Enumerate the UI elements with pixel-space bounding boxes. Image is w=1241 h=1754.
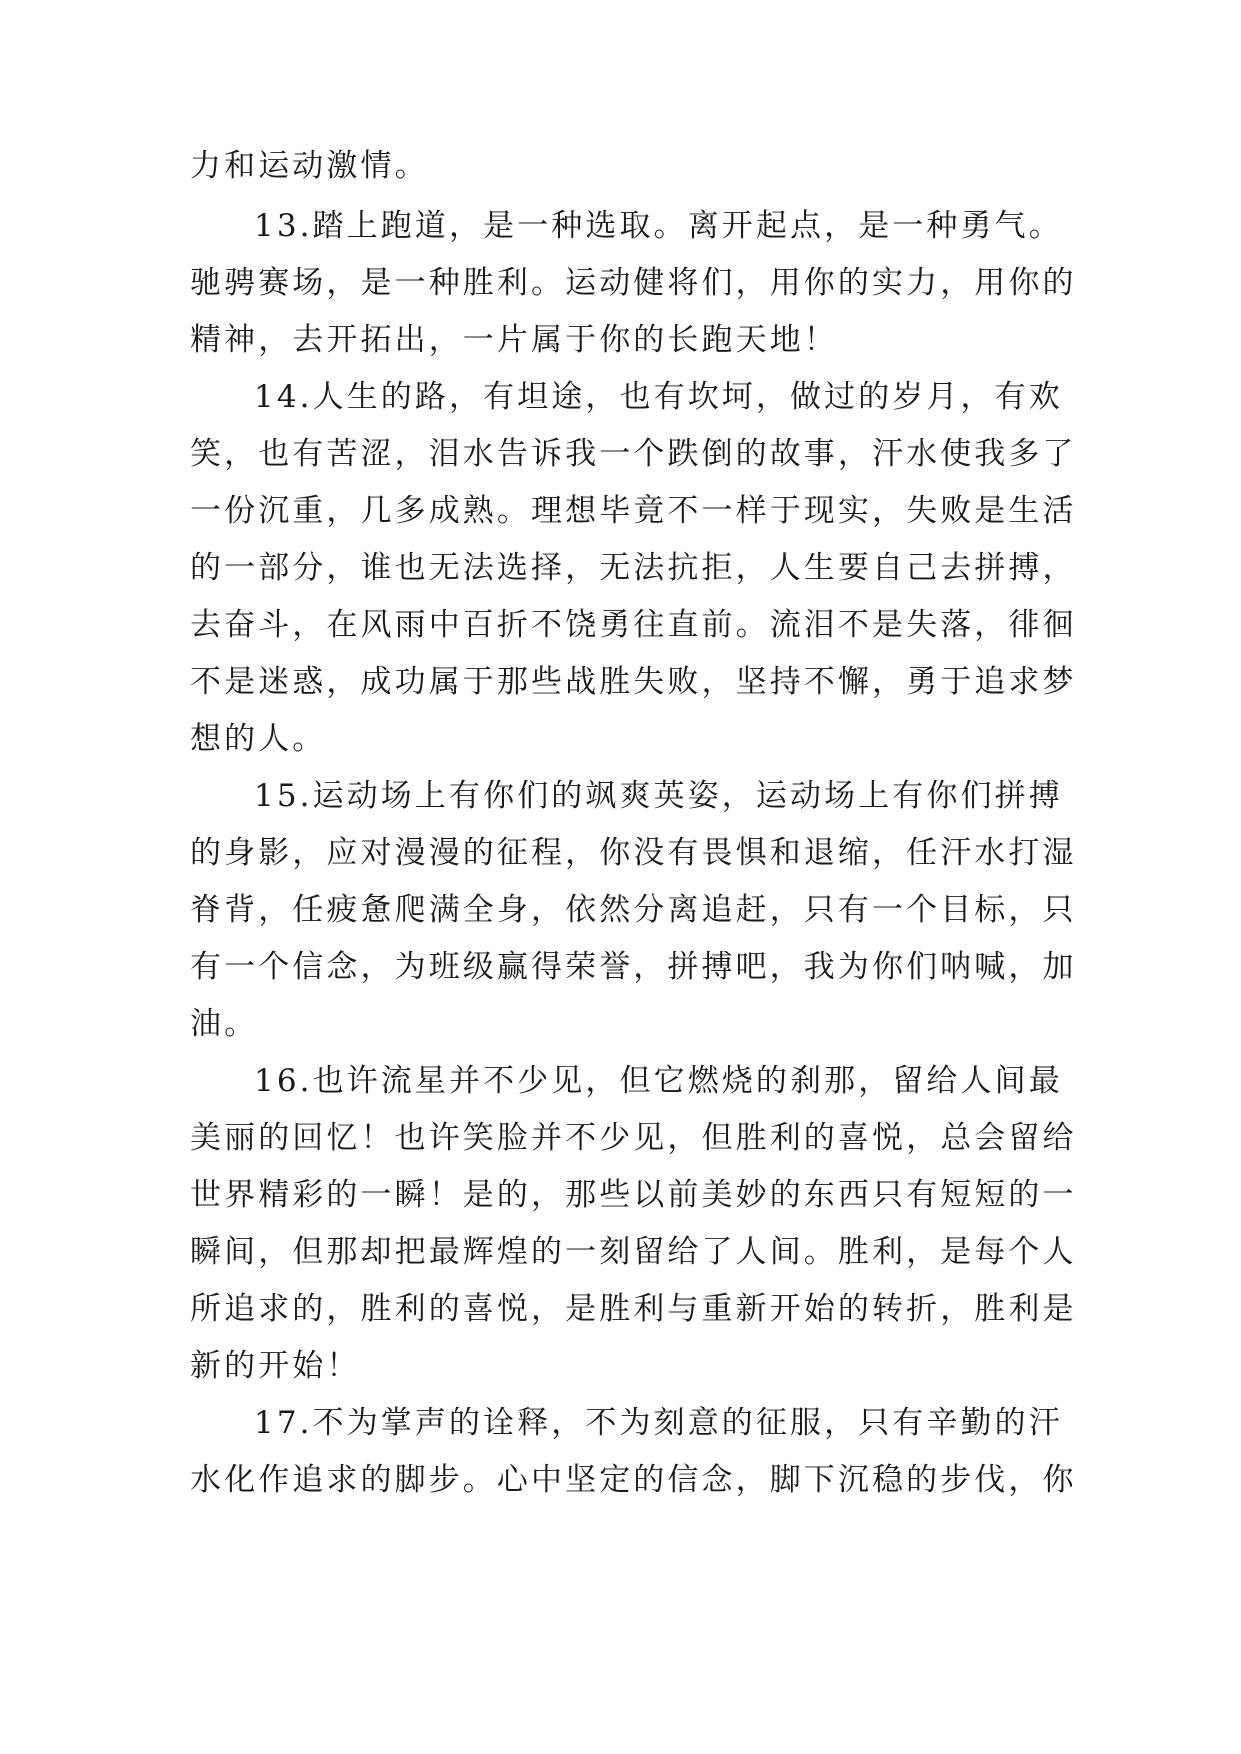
text-line: 美丽的回忆！也许笑脸并不少见，但胜利的喜悦，总会留给 [190, 1120, 1077, 1156]
paragraph-13-first-line: 13.踏上跑道，是一种选取。离开起点，是一种勇气。 [254, 208, 1063, 244]
text-line: 所追求的，胜利的喜悦，是胜利与重新开始的转折，胜利是 [190, 1291, 1077, 1327]
text-line: 驰骋赛场，是一种胜利。运动健将们，用你的实力，用你的 [190, 265, 1077, 301]
text-line: 不是迷惑，成功属于那些战胜失败，坚持不懈，勇于追求梦 [190, 664, 1077, 700]
paragraph-17-first-line: 17.不为掌声的诠释，不为刻意的征服，只有辛勤的汗 [254, 1405, 1063, 1441]
text-line: 脊背，任疲惫爬满全身，依然分离追赶，只有一个目标，只 [190, 892, 1077, 928]
text-line: 去奋斗，在风雨中百折不饶勇往直前。流泪不是失落，徘徊 [190, 607, 1077, 643]
text-line: 精神，去开拓出，一片属于你的长跑天地！ [190, 322, 838, 358]
text-line: 力和运动激情。 [190, 148, 429, 184]
text-line: 有一个信念，为班级赢得荣誉，拼搏吧，我为你们呐喊，加 [190, 949, 1077, 985]
text-line: 想的人。 [190, 721, 327, 757]
text-line: 的身影，应对漫漫的征程，你没有畏惧和退缩，任汗水打湿 [190, 835, 1077, 871]
paragraph-15-first-line: 15.运动场上有你们的飒爽英姿，运动场上有你们拼搏 [254, 778, 1063, 814]
text-line: 一份沉重，几多成熟。理想毕竟不一样于现实，失败是生活 [190, 493, 1077, 529]
paragraph-16-first-line: 16.也许流星并不少见，但它燃烧的刹那，留给人间最 [254, 1063, 1063, 1099]
text-line: 油。 [190, 1006, 259, 1042]
text-line: 笑，也有苦涩，泪水告诉我一个跌倒的故事，汗水使我多了 [190, 436, 1077, 472]
text-line: 水化作追求的脚步。心中坚定的信念，脚下沉稳的步伐，你 [190, 1462, 1077, 1498]
text-line: 瞬间，但那却把最辉煌的一刻留给了人间。胜利，是每个人 [190, 1234, 1077, 1270]
text-line: 新的开始！ [190, 1348, 361, 1384]
paragraph-14-first-line: 14.人生的路，有坦途，也有坎坷，做过的岁月，有欢 [254, 379, 1063, 415]
text-line: 的一部分，谁也无法选择，无法抗拒，人生要自己去拼搏， [190, 550, 1077, 586]
text-line: 世界精彩的一瞬！是的，那些以前美妙的东西只有短短的一 [190, 1177, 1077, 1213]
